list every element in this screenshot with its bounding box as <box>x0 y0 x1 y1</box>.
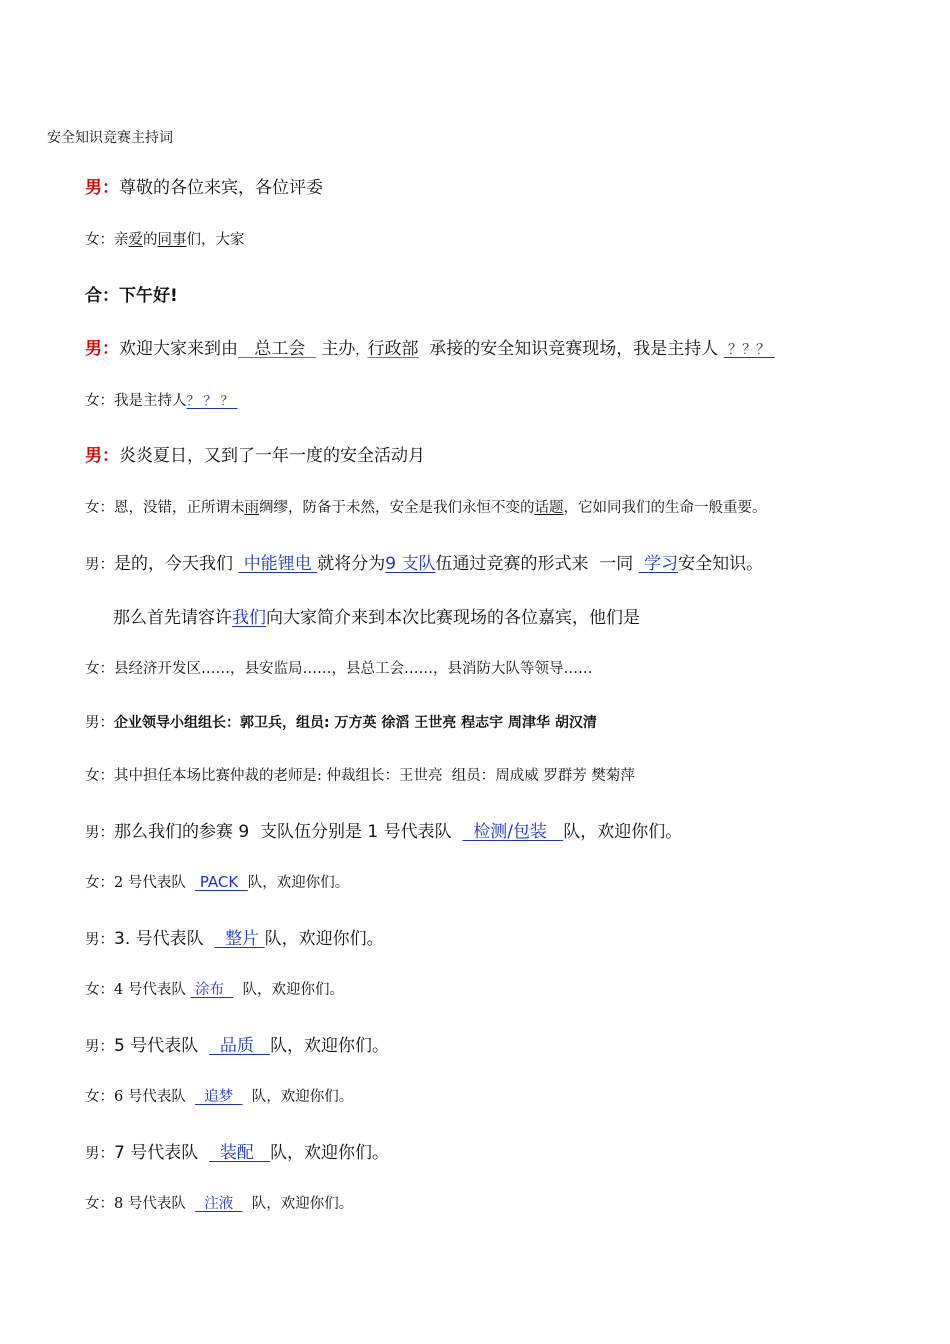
line-text: 4 号代表队 <box>114 982 191 998</box>
line-text: 承接的安全知识竞赛现场，我是主持人 <box>418 339 724 359</box>
document-title: 安全知识竞赛主持词 <box>47 130 173 146</box>
script-line-15 <box>85 924 384 949</box>
line-text: 我是主持人 <box>114 393 187 409</box>
line-text: 欢迎大家来到由 <box>119 339 238 359</box>
line-text: 7 号代表队 <box>114 1143 210 1163</box>
teams-link[interactable]: 9 支队 <box>385 554 436 574</box>
line-text: 炎炎夏日，又到了一年一度的安全活动月 <box>119 446 425 466</box>
script-line-13 <box>85 817 682 842</box>
line-text: 队，欢迎你们。 <box>233 982 344 998</box>
line-text: ， <box>355 343 368 357</box>
team-1-link[interactable]: 检测/包装 <box>462 822 564 842</box>
line-text: 5 号代表队 <box>114 1036 210 1056</box>
speaker-female: 女： <box>85 393 114 409</box>
line-text: 其中担任本场比赛仲裁的老师是: 仲裁组长：王世亮 组员：周成威 罗群芳 樊菊萍 <box>114 768 635 784</box>
team-2-link[interactable]: PACK <box>195 873 248 891</box>
speaker-male: 男： <box>85 715 114 731</box>
team-6-link[interactable]: 追梦 <box>195 1089 243 1105</box>
speaker-male: 男： <box>85 932 114 948</box>
team-4-link[interactable]: 涂布 <box>190 982 234 998</box>
line-text: 就将分为 <box>317 554 386 574</box>
organizer-name: 总工会 <box>238 339 317 359</box>
speaker-female: 女： <box>85 1089 114 1105</box>
script-line-5 <box>85 389 238 410</box>
line-text: 亲 <box>114 232 129 248</box>
line-text: 3. 号代表队 <box>114 929 215 949</box>
line-text: 县经济开发区……，县安监局……，县总工会……，县消防大队等领导…… <box>114 661 593 677</box>
line-text: 队，欢迎你们。 <box>270 1143 390 1163</box>
team-8-link[interactable]: 注液 <box>195 1196 243 1212</box>
speaker-female: 女： <box>85 500 114 516</box>
line-text: 队，欢迎你们。 <box>264 929 384 949</box>
line-text: 队，欢迎你们。 <box>563 822 683 842</box>
script-line-8 <box>85 549 763 574</box>
script-line-14 <box>85 871 349 892</box>
script-line-6 <box>85 441 425 466</box>
speaker-male: 男： <box>85 178 119 198</box>
speaker-male: 男： <box>85 339 119 359</box>
script-line-11 <box>85 711 597 732</box>
script-line-17 <box>85 1031 389 1056</box>
line-text: 绸缪，防备于未然，安全是我们永恒不变的 <box>259 500 535 516</box>
host-name-link[interactable]: ？？？ <box>723 342 775 358</box>
line-text: 话题 <box>534 500 564 516</box>
speaker-male: 男： <box>85 446 119 466</box>
speaker-female: 女： <box>85 875 114 891</box>
speaker-female: 女： <box>85 1196 114 1212</box>
speaker-male: 男： <box>85 557 114 573</box>
script-line-7 <box>85 496 767 517</box>
undertaker-name: 行政部 <box>367 339 419 359</box>
line-text: 雨 <box>244 500 259 516</box>
script-line-19 <box>85 1138 389 1163</box>
script-line-20 <box>85 1192 353 1213</box>
line-text: 爱 <box>128 232 143 248</box>
team-3-link[interactable]: 整片 <box>214 929 265 949</box>
line-text: 6 号代表队 <box>114 1089 196 1105</box>
line-text: 队，欢迎你们。 <box>247 875 350 891</box>
line-text: 队，欢迎你们。 <box>242 1196 354 1212</box>
study-link[interactable]: 学习 <box>638 554 679 574</box>
script-line-2 <box>85 228 245 249</box>
line-text: 恩，没错，正所谓未 <box>114 500 245 516</box>
host-name-link[interactable]: ？？？ <box>186 394 238 409</box>
speaker-female: 女： <box>85 982 114 998</box>
we-link[interactable]: 我们 <box>232 608 266 628</box>
line-text: 尊敬的各位来宾，各位评委 <box>119 178 323 198</box>
speaker-male: 男： <box>85 825 114 841</box>
script-line-4 <box>85 334 775 359</box>
script-line-1 <box>85 173 323 198</box>
speaker-male: 男： <box>85 1146 114 1162</box>
line-text: ，它如同我们的生命一般重要。 <box>563 500 767 516</box>
line-text: 8 号代表队 <box>114 1196 196 1212</box>
line-text: 伍通过竞赛的形式来 一同 <box>435 554 639 574</box>
line-text: 安全知识。 <box>678 554 764 574</box>
company-link[interactable]: 中能锂电 <box>238 554 318 574</box>
script-line-9 <box>113 603 640 628</box>
script-line-10 <box>85 657 593 678</box>
line-text: 队，欢迎你们。 <box>242 1089 354 1105</box>
script-line-18 <box>85 1085 353 1106</box>
line-text: 那么我们的参赛 9 支队伍分别是 1 号代表队 <box>114 822 463 842</box>
line-text: 企业领导小组组长：郭卫兵，组员: 万方英 徐滔 王世亮 程志宇 周津华 胡汉清 <box>114 715 597 731</box>
line-text: 是的，今天我们 <box>114 554 239 574</box>
team-5-link[interactable]: 品质 <box>209 1036 271 1056</box>
line-text: 2 号代表队 <box>114 875 196 891</box>
script-line-3: 合：下午好! <box>85 286 178 306</box>
speaker-female: 女： <box>85 661 114 677</box>
speaker-male: 男： <box>85 1039 114 1055</box>
speaker-female: 女： <box>85 232 114 248</box>
team-7-link[interactable]: 装配 <box>209 1143 271 1163</box>
line-text: 同事 <box>157 232 187 248</box>
line-text: 那么首先请容许 <box>113 608 232 628</box>
script-line-12 <box>85 764 635 785</box>
line-text: 向大家简介来到本次比赛现场的各位嘉宾，他们是 <box>266 608 640 628</box>
line-text: 的 <box>143 232 158 248</box>
line-text: 们，大家 <box>186 232 245 248</box>
line-text: 队，欢迎你们。 <box>270 1036 390 1056</box>
speaker-female: 女： <box>85 768 114 784</box>
script-line-16 <box>85 978 344 999</box>
line-text: 主办 <box>316 339 356 359</box>
